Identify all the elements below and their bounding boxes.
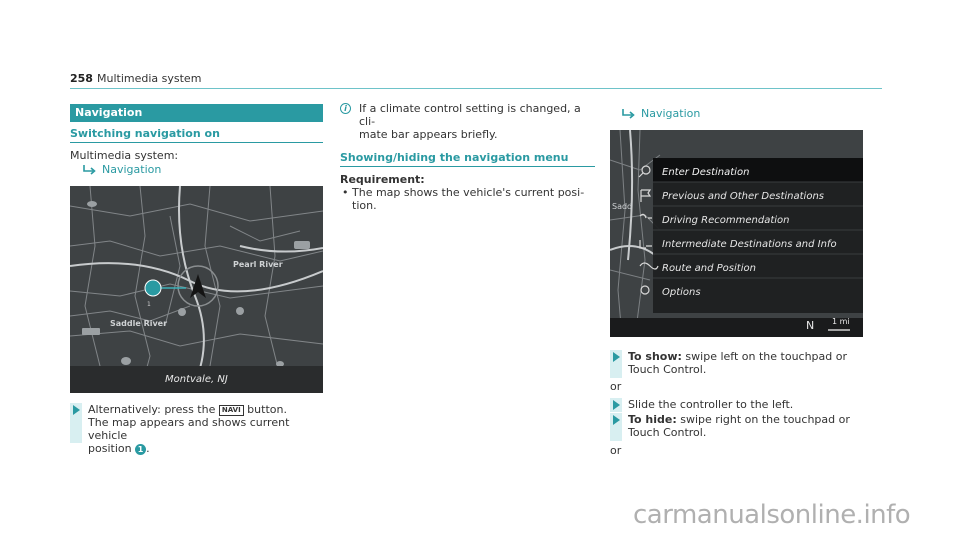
page-header-title: Multimedia system (97, 72, 202, 85)
bullet-line2: tion. (352, 199, 377, 212)
step-text (82, 403, 323, 455)
nav-path-right[interactable] (621, 107, 700, 120)
step-text-line2: The map appears and shows current vehicle (88, 416, 290, 442)
map-place-pearl-river: Pearl River (233, 260, 283, 269)
subheading-rule-middle (340, 166, 595, 167)
step-to-hide (610, 413, 870, 441)
bullet-dot: • (342, 186, 349, 199)
position-badge: 1 (135, 444, 146, 455)
watermark: carmanualsonline.info (633, 500, 911, 530)
menu-screenshot (610, 130, 863, 337)
step-arrow-icon (73, 405, 80, 415)
step-slide (610, 398, 870, 412)
step-arrow-icon (613, 400, 620, 410)
navi-key-icon: NAVI (219, 405, 244, 416)
or-text-2: or (610, 444, 622, 457)
hide-text2: Touch Control. (628, 426, 707, 439)
nav-path-label: Navigation (102, 163, 162, 176)
note-text (359, 102, 595, 141)
map-city-label: Montvale, NJ (165, 374, 228, 385)
show-text2: Touch Control. (628, 363, 707, 376)
scale-label: 1 mi (832, 317, 850, 326)
map-screenshot (70, 186, 323, 393)
step-text-c: position (88, 442, 136, 455)
header-rule (70, 88, 882, 89)
note-line1: If a climate control setting is changed, a cli- (359, 102, 581, 128)
menu-item-enter-destination[interactable]: Enter Destination (662, 167, 750, 178)
system-label: Multimedia system: (70, 149, 179, 162)
menu-map-graphic (610, 130, 863, 337)
step-text-b: button. (243, 403, 287, 416)
note-climate (340, 102, 595, 141)
step-text-a: Alternatively: press the (88, 403, 219, 416)
nav-path-label-right: Navigation (641, 107, 701, 120)
menu-item-options[interactable]: Options (662, 287, 701, 298)
step-arrow-icon (613, 415, 620, 425)
requirement-label: Requirement: (340, 173, 425, 186)
step-bar (70, 403, 82, 443)
section-title: Navigation (70, 104, 323, 122)
step-alternatively (70, 403, 323, 455)
menu-item-intermediate-destinations[interactable]: Intermediate Destinations and Info (662, 239, 837, 250)
step-hide-text (622, 413, 850, 441)
show-text1: swipe left on the touchpad or (681, 350, 848, 363)
step-text-d: . (146, 442, 150, 455)
hide-label: To hide: (628, 413, 677, 426)
step-slide-text: Slide the controller to the left. (628, 398, 794, 411)
map-callout-number: 1 (147, 301, 151, 308)
page-number: 258 (70, 72, 93, 85)
bullet-line1: The map shows the vehicle's current posi- (352, 186, 585, 199)
or-text-1: or (610, 380, 622, 393)
requirement-block (340, 173, 595, 212)
menu-item-previous-destinations[interactable]: Previous and Other Destinations (662, 191, 824, 202)
compass-label: N (806, 319, 815, 332)
info-icon: i (340, 103, 351, 114)
path-arrow-icon (82, 164, 96, 176)
step-bar (610, 413, 622, 441)
step-arrow-icon (613, 352, 620, 362)
step-to-show (610, 350, 870, 378)
map-graphic (70, 186, 323, 393)
step-bar (610, 398, 622, 412)
nav-path[interactable] (82, 163, 161, 176)
menu-item-driving-recommendation[interactable]: Driving Recommendation (662, 215, 790, 226)
path-arrow-icon (621, 108, 635, 120)
menu-map-side-label: Sadd (612, 202, 633, 211)
map-place-saddle-river: Saddle River (110, 319, 168, 328)
menu-item-route-position[interactable]: Route and Position (662, 263, 756, 274)
step-bar (610, 350, 622, 378)
note-line2: mate bar appears briefly. (359, 128, 498, 141)
show-label: To show: (628, 350, 682, 363)
hide-text1: swipe right on the touchpad or (676, 413, 850, 426)
subheading-showing-hiding: Showing/hiding the navigation menu (340, 151, 569, 164)
subheading-switching-navigation: Switching navigation on (70, 127, 220, 140)
subheading-rule (70, 142, 323, 143)
step-show-text (622, 350, 847, 378)
